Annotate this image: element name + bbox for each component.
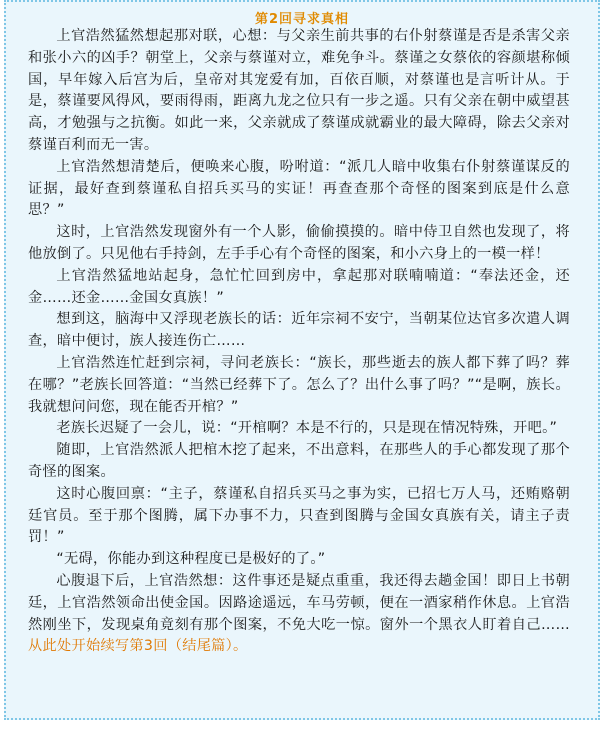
paragraph: “无碍，你能办到这种程度已是极好的了。” bbox=[56, 551, 326, 568]
chapter-title: 第2回寻求真相 bbox=[254, 12, 350, 27]
paragraph: 上官浩然猛地站起身，急忙忙回到房中，拿起那对联喃喃道：“奉法还金，还金……还金……金国女真族！” bbox=[28, 267, 570, 306]
paragraph: 这时，上官浩然发现窗外有一个人影，偷偷摸摸的。暗中侍卫自然也发现了，将他放倒了。只见他右手持剑，左手手心有个奇怪的图案，和小六身上的一模一样！ bbox=[28, 224, 570, 262]
paragraph: 这时心腹回禀：“主子，蔡谨私自招兵买马之事为实，已招七万人马，还贿赂朝廷官员。至于那个图腾，属下办事不力，只查到图腾与金国女真族有关，请主子责罚！” bbox=[28, 485, 570, 546]
story-content bbox=[28, 26, 570, 658]
paragraph: 上官浩然想清楚后，便唤来心腹，吩咐道：“派几人暗中收集右仆射蔡谨谋反的证据，最好查到蔡谨私自招兵买马的实证！再查查那个奇怪的图案到底是什么意思？” bbox=[28, 158, 570, 219]
paragraph-last-text: 心腹退下后，上官浩然想：这件事还是疑点重重，我还得去趟金国！即日上书朝廷，上官浩然领命出使金国。因路途遥远，车马劳顿，便在一酒家稍作休息。上官浩然刚坐下，发现桌角竟刻有那个图案，不免大吃一惊。窗外一个黑衣人盯着自己…… bbox=[28, 572, 570, 633]
paragraph: 想到这，脑海中又浮现老族长的话：近年宗祠不安宁，当朝某位达官多次遣人调查，暗中便讨，族人接连伤亡…… bbox=[28, 311, 570, 350]
paragraph: 上官浩然猛然想起那对联，心想：与父亲生前共事的右仆射蔡谨是否是杀害父亲和张小六的凶手？朝堂上，父亲与蔡谨对立，难免争斗。蔡谨之女蔡依的容颜堪称倾国，早年嫁入后宫为后，皇帝对其宠爱有加，百依百顺，对蔡谨也是言听计从。于是，蔡谨要风得风，要雨得雨，距离九龙之位只有一步之遥。只有父亲在朝中威望甚高，才勉强与之抗衡。如此一来，父亲就成了蔡谨成就霸业的最大障碍，除去父亲对蔡谨百利而无一害。 bbox=[28, 28, 570, 153]
paragraph: 老族长迟疑了一会儿，说：“开棺啊？本是不行的，只是现在情况特殊，开吧。” bbox=[56, 420, 558, 437]
paragraph: 上官浩然连忙赶到宗祠，寻问老族长：“族长，那些逝去的族人都下葬了吗？葬在哪？”老族长回答道：“当然已经葬下了。怎么了？出什么事了吗？”“是啊，族长。我就想问问您，现在能否开棺？” bbox=[28, 354, 570, 415]
paragraph-last bbox=[28, 571, 570, 658]
continue-writing-link[interactable]: 从此处开始续写第3回（结尾篇）。 bbox=[28, 638, 248, 655]
story-frame bbox=[4, 0, 600, 720]
paragraph: 随即，上官浩然派人把棺木挖了起来，不出意料，在那些人的手心都发现了那个奇怪的图案。 bbox=[28, 442, 570, 480]
